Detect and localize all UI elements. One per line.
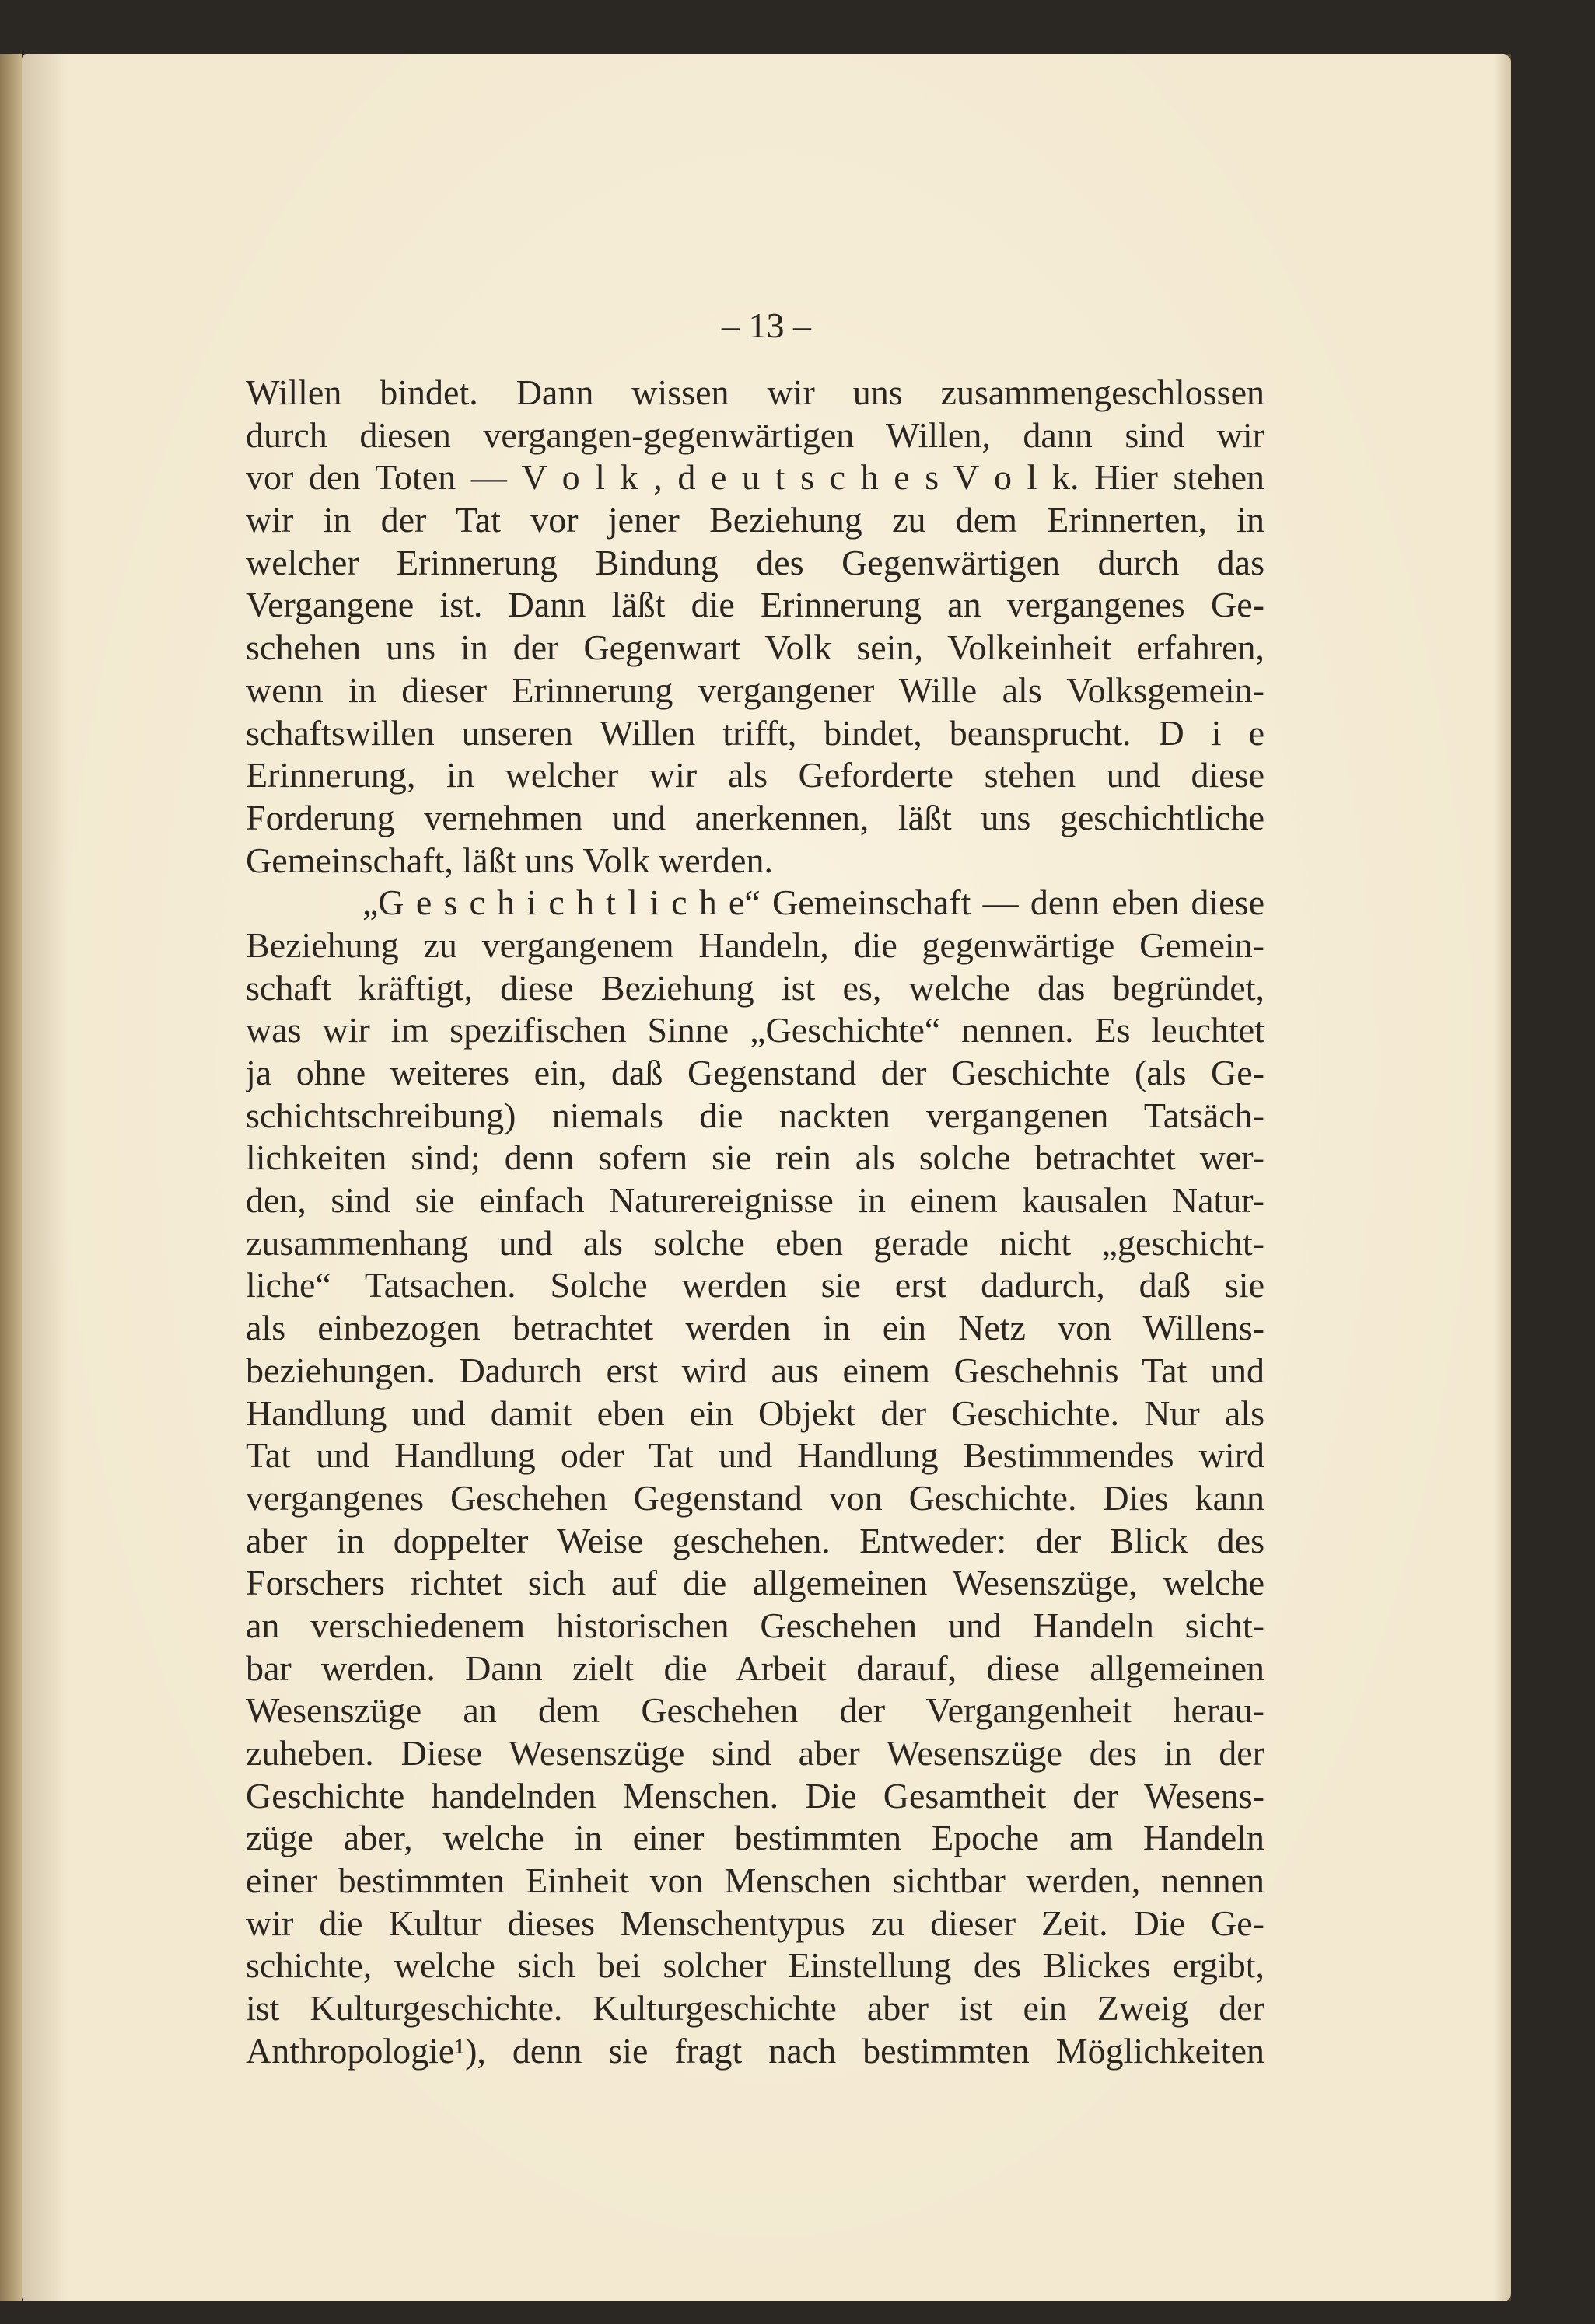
text-line: schaft kräftigt, diese Beziehung ist es, welche das begründet,	[246, 967, 1264, 1008]
text-line: Gemeinschaft, läßt uns Volk werden.	[246, 840, 773, 880]
text-line: Forschers richtet sich auf die allgemeinen Wesenszüge, welche	[246, 1563, 1264, 1603]
text-line: schehen uns in der Gegenwart Volk sein, Volkeinheit erfahren,	[246, 627, 1264, 668]
text-line: „G e s c h i c h t l i c h e“ Gemeinschaft — denn eben diese	[362, 882, 1264, 923]
text-line: Willen bindet. Dann wissen wir uns zusammengeschlossen	[246, 372, 1264, 412]
text-line: bar werden. Dann zielt die Arbeit darauf, diese allgemeinen	[246, 1648, 1264, 1688]
text-line: durch diesen vergangen-gegenwärtigen Willen, dann sind wir	[246, 414, 1264, 455]
text-line: liche“ Tatsachen. Solche werden sie erst dadurch, daß sie	[246, 1265, 1264, 1305]
text-line: Wesenszüge an dem Geschehen der Vergangenheit herau-	[246, 1690, 1264, 1731]
text-line: Beziehung zu vergangenem Handeln, die gegenwärtige Gemein-	[246, 924, 1264, 965]
text-line: zusammenhang und als solche eben gerade nicht „geschicht-	[246, 1222, 1264, 1263]
text-line: wenn in dieser Erinnerung vergangener Wille als Volksgemein-	[246, 669, 1264, 710]
text-line: Erinnerung, in welcher wir als Geforderte stehen und diese	[246, 755, 1264, 795]
text-line: was wir im spezifischen Sinne „Geschichte“ nennen. Es leuchtet	[246, 1010, 1264, 1050]
text-line: schichte, welche sich bei solcher Einstellung des Blickes ergibt,	[246, 1945, 1264, 1986]
text-line: einer bestimmten Einheit von Menschen sichtbar werden, nennen	[246, 1861, 1264, 1901]
book-page	[22, 54, 1511, 2301]
text-line: lichkeiten sind; denn sofern sie rein als solche betrachtet wer-	[246, 1138, 1264, 1178]
text-line: vor den Toten — V o l k , d e u t s c h e s V o l k. Hier stehen	[246, 457, 1264, 498]
text-line: vergangenes Geschehen Gegenstand von Geschichte. Dies kann	[246, 1477, 1264, 1518]
adjacent-page-edge	[0, 54, 22, 2301]
page-edge-shadow	[1494, 54, 1511, 2301]
text-line: Tat und Handlung oder Tat und Handlung Bestimmendes wird	[246, 1435, 1264, 1476]
text-line: an verschiedenem historischen Geschehen und Handeln sicht-	[246, 1605, 1264, 1645]
body-text	[246, 372, 1264, 2073]
text-line: schaftswillen unseren Willen trifft, bindet, beansprucht. D i e	[246, 712, 1264, 753]
text-line: züge aber, welche in einer bestimmten Epoche am Handeln	[246, 1818, 1264, 1858]
text-line: aber in doppelter Weise geschehen. Entweder: der Blick des	[246, 1520, 1264, 1560]
text-line: den, sind sie einfach Naturereignisse in einem kausalen Natur-	[246, 1180, 1264, 1221]
text-line: Forderung vernehmen und anerkennen, läßt uns geschichtliche	[246, 797, 1264, 837]
text-line: zuheben. Diese Wesenszüge sind aber Wesenszüge des in der	[246, 1733, 1264, 1773]
text-line: welcher Erinnerung Bindung des Gegenwärtigen durch das	[246, 542, 1264, 582]
text-line: Handlung und damit eben ein Objekt der Geschichte. Nur als	[246, 1393, 1264, 1433]
text-line: Vergangene ist. Dann läßt die Erinnerung an vergangenes Ge-	[246, 585, 1264, 625]
text-line: wir die Kultur dieses Menschentypus zu dieser Zeit. Die Ge-	[246, 1903, 1264, 1943]
text-line: wir in der Tat vor jener Beziehung zu dem Erinnerten, in	[246, 500, 1264, 540]
page-number: – 13 –	[722, 306, 811, 345]
text-line: ist Kulturgeschichte. Kulturgeschichte aber ist ein Zweig der	[246, 1988, 1264, 2029]
text-line: Geschichte handelnden Menschen. Die Gesamtheit der Wesens-	[246, 1775, 1264, 1816]
text-line: beziehungen. Dadurch erst wird aus einem Geschehnis Tat und	[246, 1350, 1264, 1390]
text-line: ja ohne weiteres ein, daß Gegenstand der Geschichte (als Ge-	[246, 1053, 1264, 1092]
text-line: Anthropologie¹), denn sie fragt nach bestimmten Möglichkeiten	[246, 2030, 1264, 2071]
text-line: schichtschreibung) niemals die nackten vergangenen Tatsäch-	[246, 1095, 1264, 1135]
text-line: als einbezogen betrachtet werden in ein Netz von Willens-	[246, 1308, 1264, 1348]
